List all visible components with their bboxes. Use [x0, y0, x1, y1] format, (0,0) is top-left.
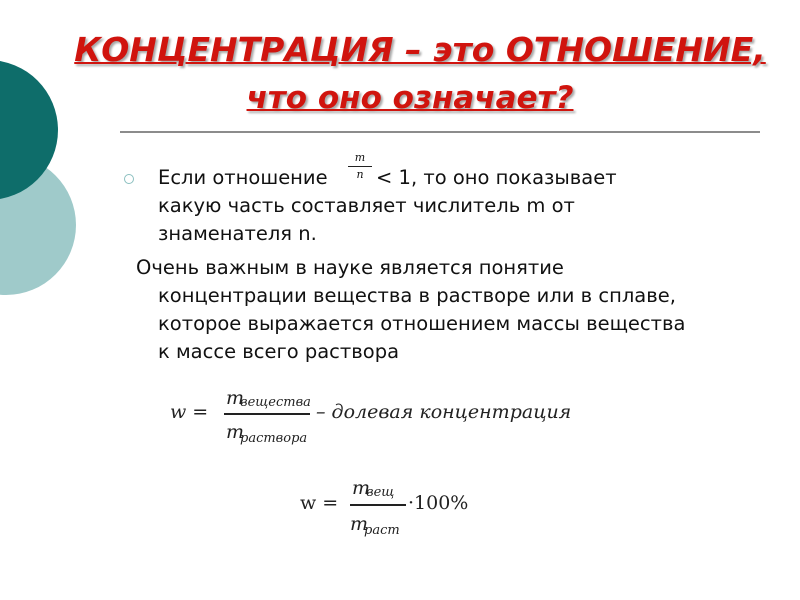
paragraph2-line1: Очень важным в науке является понятие: [136, 256, 564, 279]
formula2-multiplier: ·100%: [408, 492, 469, 514]
formula2-numerator-sub: вещ: [366, 485, 395, 500]
formula2-fraction-bar: [350, 504, 406, 506]
fraction-bar: [348, 166, 372, 167]
formula1-description: – долевая концентрация: [316, 401, 572, 423]
formula1-lhs: w =: [170, 401, 209, 423]
title-divider: [120, 131, 760, 133]
formula1-fraction-bar: [224, 413, 310, 415]
slide-title-line1: КОНЦЕНТРАЦИЯ – это ОТНОШЕНИЕ,: [74, 30, 766, 69]
fraction-denominator: n: [356, 168, 364, 181]
formula2-denominator-sub: раст: [364, 523, 400, 538]
formula1-numerator-m: m: [226, 387, 245, 409]
paragraph2-line3: которое выражается отношением массы вещества: [158, 312, 686, 335]
formula2-numerator-m: m: [352, 477, 371, 499]
formula2-denominator-m: m: [350, 513, 369, 535]
fraction-numerator: m: [354, 151, 366, 164]
slide-title-line2: что оно означает?: [246, 80, 574, 116]
formula1-numerator-sub: вещества: [240, 395, 311, 410]
bullet-circle-icon: [124, 174, 134, 184]
paragraph2-line4: к массе всего раствора: [158, 340, 400, 363]
paragraph2-line2: концентрации вещества в растворе или в сплаве,: [158, 284, 676, 307]
formula1-denominator-m: m: [226, 421, 245, 443]
formula2-lhs: w =: [300, 492, 339, 514]
bullet-text-continue: < 1, то оно показывает: [376, 166, 617, 189]
bullet-text-line3: знаменателя n.: [158, 222, 317, 245]
bullet-text-line2: какую часть составляет числитель m от: [158, 194, 575, 217]
bullet-text-start: Если отношение: [158, 166, 328, 189]
inline-fraction: [348, 152, 372, 181]
formula1-denominator-sub: раствора: [240, 431, 308, 446]
